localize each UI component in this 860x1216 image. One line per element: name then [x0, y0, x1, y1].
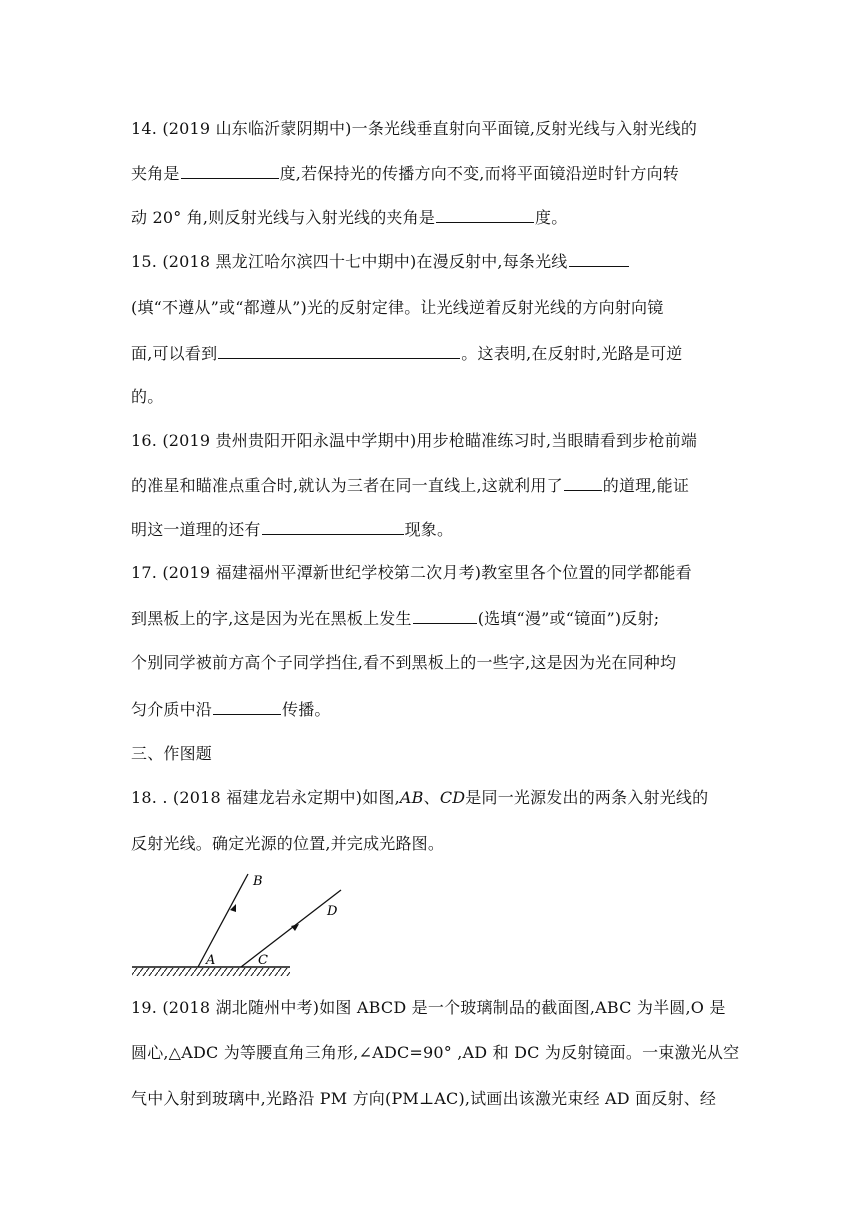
- q16-text: 明这一道理的还有: [131, 520, 261, 539]
- label-c: C: [258, 953, 268, 968]
- q17-line-4: [131, 699, 331, 720]
- q15-text: 面,可以看到: [131, 344, 218, 363]
- q14-line-3: [131, 207, 567, 228]
- q14-text: 动 20° 角,则反射光线与入射光线的夹角是: [131, 208, 436, 227]
- q19-line-2: 圆心,△ADC 为等腰直角三角形,∠ADC=90° ,AD 和 DC 为反射镜面。一束激光从空: [131, 1043, 740, 1062]
- q18-ray-ab: AB: [399, 788, 424, 807]
- q18-figure: [128, 868, 358, 983]
- ray-cd: [241, 890, 341, 967]
- q16-text: 的道理,能证: [602, 476, 690, 495]
- q14-blank-1[interactable]: [181, 163, 279, 179]
- q17-text: 匀介质中沿: [131, 700, 213, 719]
- q15-blank-1[interactable]: [569, 251, 629, 267]
- q17-text: (选填“漫”或“镜面”)反射;: [477, 609, 660, 628]
- q18-text: 、: [423, 788, 440, 807]
- q14-line-2: [131, 163, 679, 184]
- q17-line-3: 个别同学被前方高个子同学挡住,看不到黑板上的一些字,这是因为光在同种均: [131, 653, 677, 672]
- q15-text: 。这表明,在反射时,光路是可逆: [461, 344, 683, 363]
- q15-blank-2[interactable]: [218, 343, 460, 359]
- q18-ray-cd: CD: [439, 788, 466, 807]
- q14-text: 夹角是: [131, 164, 180, 183]
- section-heading: 三、作图题: [131, 744, 213, 763]
- q18-text: 是同一光源发出的两条入射光线的: [465, 788, 709, 807]
- q19-line-1: 19. (2018 湖北随州中考)如图 ABCD 是一个玻璃制品的截面图,ABC 为半圆,O 是: [131, 998, 726, 1017]
- q15-line-2: (填“不遵从”或“都遵从”)光的反射定律。让光线逆着反射光线的方向射向镜: [131, 298, 664, 317]
- q16-text: 的准星和瞄准点重合时,就认为三者在同一直线上,这就利用了: [131, 476, 563, 495]
- q18-line-2: 反射光线。确定光源的位置,并完成光路图。: [131, 834, 445, 853]
- q16-blank-2[interactable]: [262, 519, 404, 535]
- q18-text: 18. . (2018 福建龙岩永定期中)如图,: [131, 788, 400, 807]
- q14-blank-2[interactable]: [436, 207, 534, 223]
- q16-text: 现象。: [404, 520, 454, 539]
- q16-line-1: 16. (2019 贵州贵阳开阳永温中学期中)用步枪瞄准练习时,当眼睛看到步枪前端: [131, 431, 698, 450]
- label-a: A: [206, 953, 216, 968]
- q14-text: 度,若保持光的传播方向不变,而将平面镜沿逆时针方向转: [279, 164, 679, 183]
- q16-line-3: [131, 519, 453, 540]
- q14-line-1: 14. (2019 山东临沂蒙阴期中)一条光线垂直射向平面镜,反射光线与入射光线的: [131, 119, 698, 138]
- q18-line-1: [131, 788, 708, 808]
- ray-cd-arrow: [291, 924, 299, 931]
- q17-text: 传播。: [282, 700, 331, 719]
- q17-blank-2[interactable]: [213, 699, 281, 715]
- q14-text: 度。: [535, 208, 568, 227]
- q16-blank-1[interactable]: [564, 475, 602, 491]
- q19-line-3: 气中入射到玻璃中,光路沿 PM 方向(PM⊥AC),试画出该激光束经 AD 面反射、经: [131, 1089, 717, 1108]
- q15-text: 15. (2018 黑龙江哈尔滨四十七中期中)在漫反射中,每条光线: [131, 252, 568, 271]
- label-d: D: [327, 904, 338, 919]
- q16-line-2: [131, 475, 689, 496]
- label-b: B: [253, 874, 263, 889]
- q17-text: 到黑板上的字,这是因为光在黑板上发生: [131, 609, 412, 628]
- q17-line-1: 17. (2019 福建福州平潭新世纪学校第二次月考)教室里各个位置的同学都能看: [131, 563, 692, 582]
- q17-blank-1[interactable]: [413, 608, 477, 624]
- q15-line-4: 的。: [131, 387, 164, 406]
- mirror-hatching: [132, 968, 290, 976]
- q15-line-3: [131, 343, 682, 364]
- q17-line-2: [131, 608, 659, 629]
- q15-line-1: [131, 251, 630, 272]
